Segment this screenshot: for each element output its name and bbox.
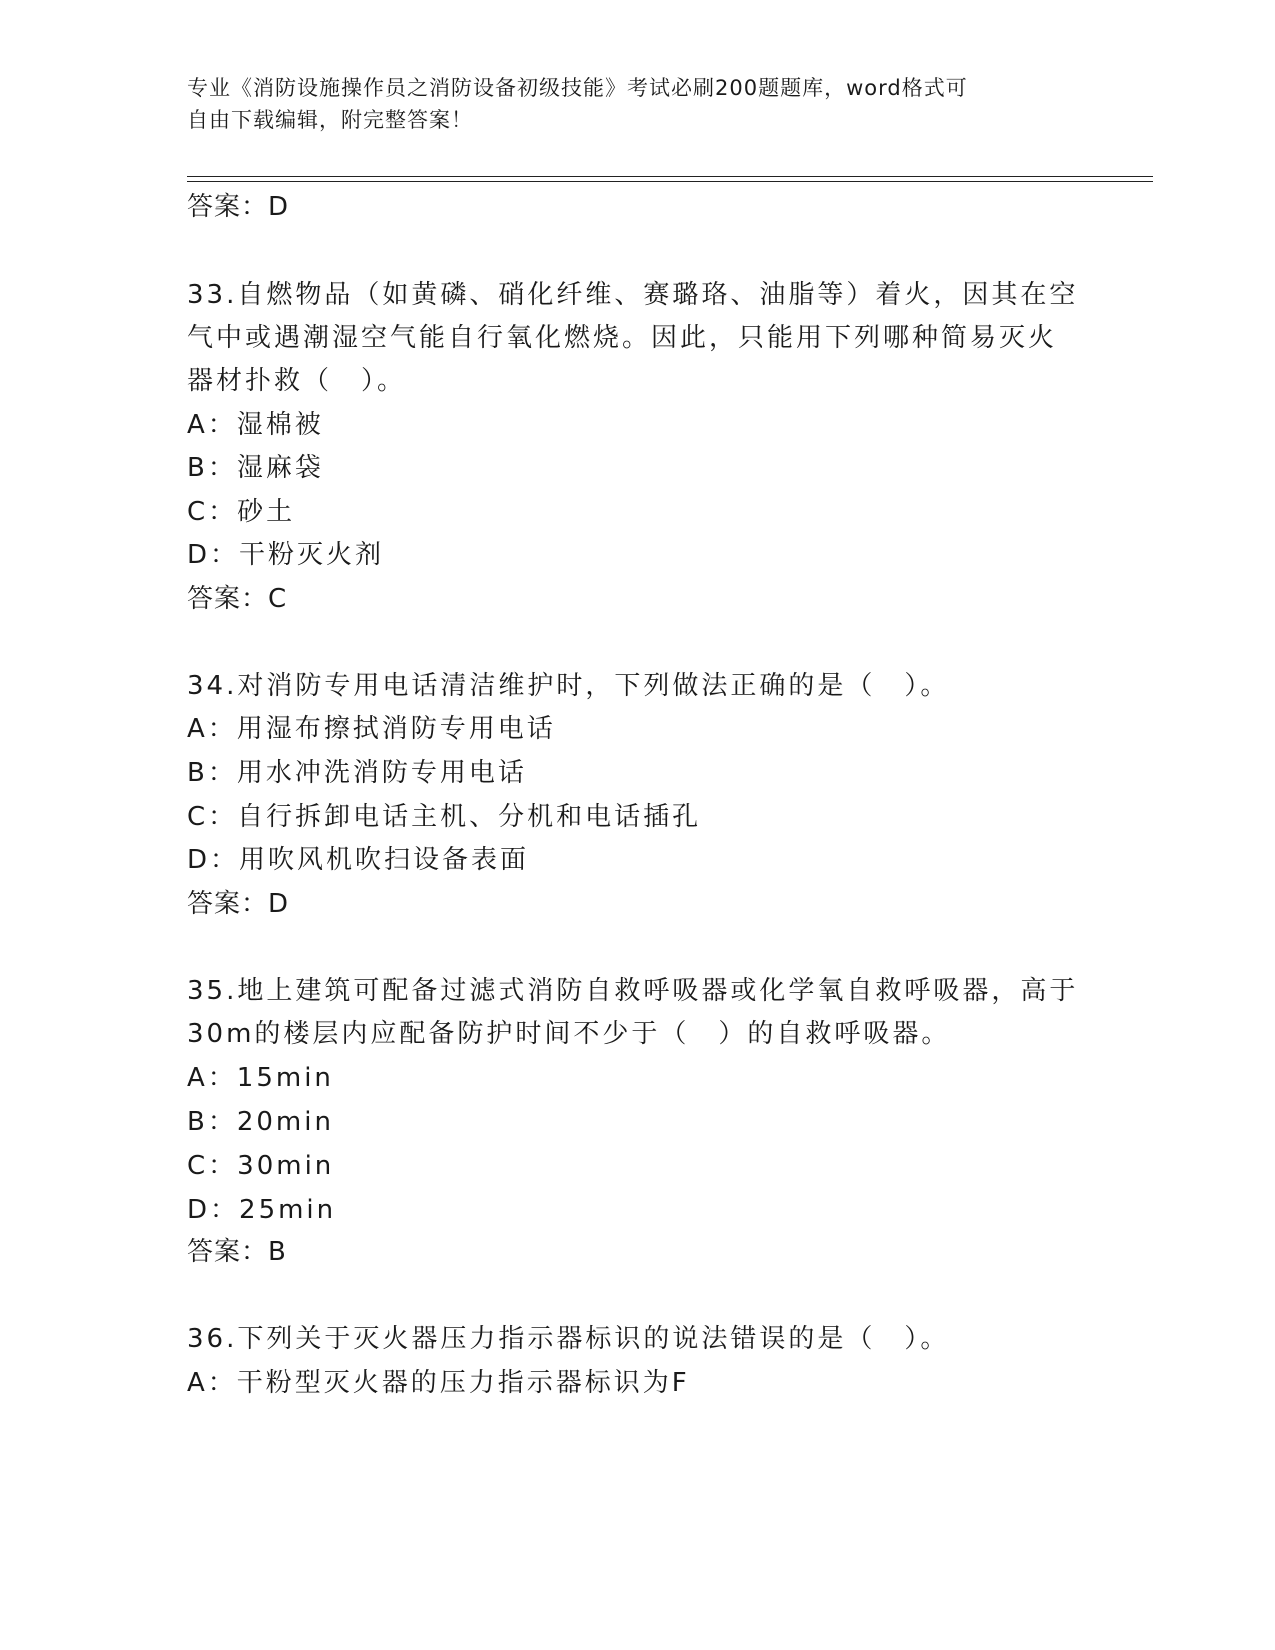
- question-35-stem-line: 30m的楼层内应配备防护时间不少于（ ）的自救呼吸器。: [187, 1019, 951, 1049]
- question-34-option-c: C：自行拆卸电话主机、分机和电话插孔: [187, 802, 702, 832]
- question-35-option-d: D：25min: [187, 1195, 337, 1225]
- question-33-stem-line: 器材扑救（ ）。: [187, 366, 407, 396]
- question-36-stem-line: 36.下列关于灭火器压力指示器标识的说法错误的是（ ）。: [187, 1324, 950, 1354]
- question-35-stem-line: 35.地上建筑可配备过滤式消防自救呼吸器或化学氧自救呼吸器，高于: [187, 976, 1079, 1006]
- question-33-stem-line: 气中或遇潮湿空气能自行氧化燃烧。因此，只能用下列哪种简易灭火: [187, 323, 1058, 353]
- question-34-answer: 答案：D: [187, 889, 290, 919]
- question-33-option-c: C：砂土: [187, 497, 296, 527]
- question-33-option-d: D：干粉灭火剂: [187, 540, 385, 570]
- header-divider: [187, 176, 1153, 177]
- question-35-answer: 答案：B: [187, 1237, 287, 1267]
- question-33-stem-line: 33.自燃物品（如黄磷、硝化纤维、赛璐珞、油脂等）着火，因其在空: [187, 280, 1079, 310]
- question-34-stem-line: 34.对消防专用电话清洁维护时，下列做法正确的是（ ）。: [187, 671, 950, 701]
- header-line-1: 专业《消防设施操作员之消防设备初级技能》考试必刷200题题库，word格式可: [187, 76, 968, 100]
- question-34-option-a: A：用湿布擦拭消防专用电话: [187, 714, 556, 744]
- question-33-option-b: B：湿麻袋: [187, 453, 324, 483]
- question-34-option-b: B：用水冲洗消防专用电话: [187, 758, 527, 788]
- question-36-option-a: A：干粉型灭火器的压力指示器标识为F: [187, 1368, 690, 1398]
- question-34-option-d: D：用吹风机吹扫设备表面: [187, 845, 530, 875]
- header-line-2: 自由下载编辑，附完整答案！: [187, 108, 473, 132]
- question-35-option-a: A：15min: [187, 1063, 334, 1093]
- header-divider: [187, 181, 1153, 182]
- question-35-option-b: B：20min: [187, 1107, 334, 1137]
- question-35-option-c: C：30min: [187, 1151, 335, 1181]
- question-33-answer: 答案：C: [187, 584, 288, 614]
- answer-line: 答案：D: [187, 192, 290, 222]
- page-header: [187, 72, 1067, 136]
- question-33-option-a: A：湿棉被: [187, 410, 324, 440]
